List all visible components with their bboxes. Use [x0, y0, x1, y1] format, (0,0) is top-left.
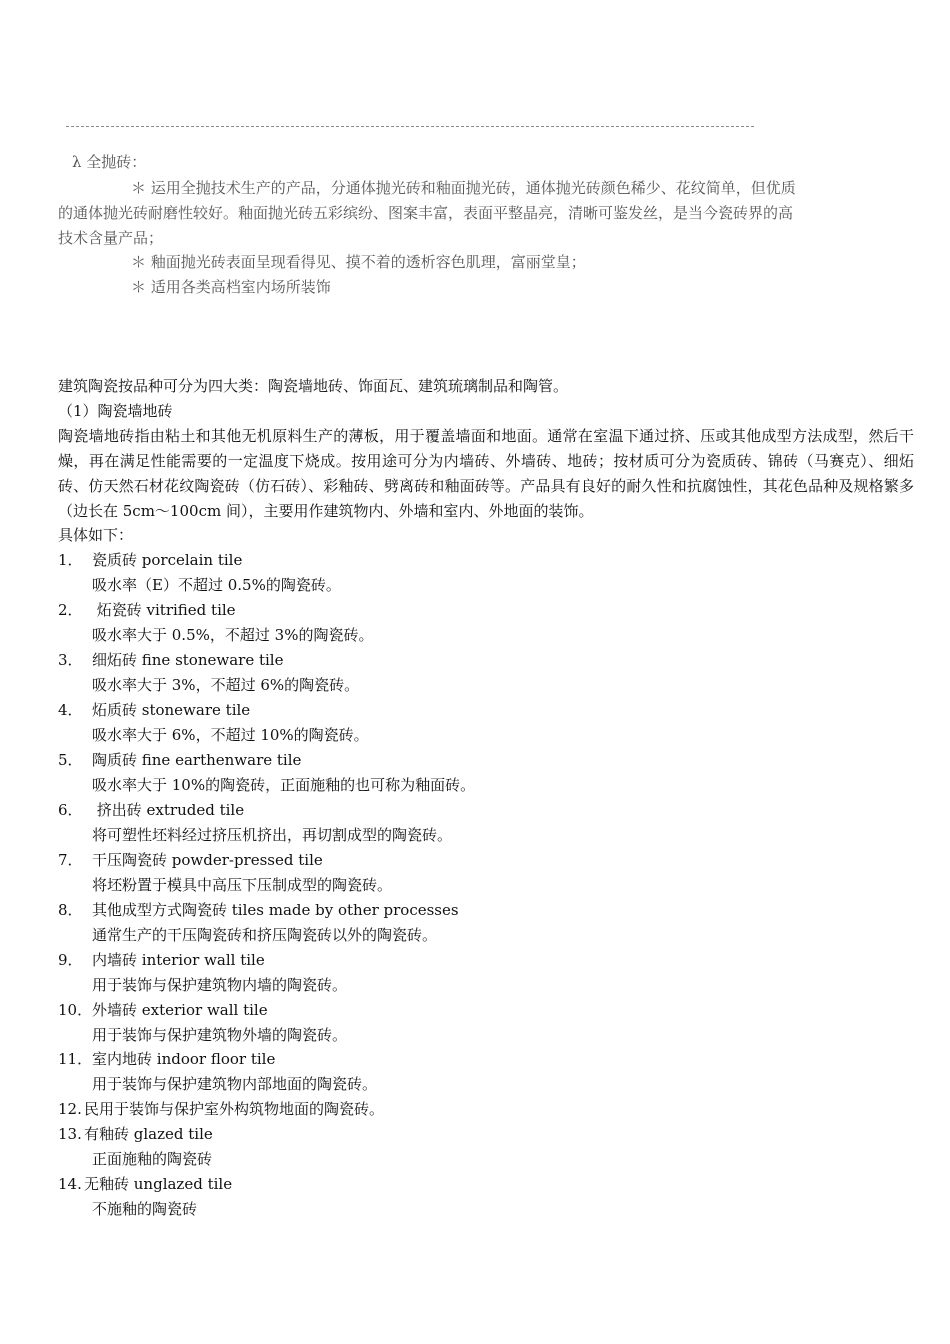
list-item-term: 陶质砖 fine earthenware tile — [92, 751, 302, 769]
list-item-title — [58, 1123, 213, 1144]
list-item-number: 13. — [58, 1125, 82, 1143]
list-item-term: 无釉砖 unglazed tile — [84, 1175, 233, 1193]
list-item-number: 14. — [58, 1175, 82, 1193]
list-item-number: 7． — [58, 851, 83, 869]
list-item-description: 将坯粉置于模具中高压下压制成型的陶瓷砖。 — [92, 876, 393, 894]
list-item-term: 瓷质砖 porcelain tile — [92, 551, 243, 569]
list-item-title — [58, 999, 268, 1020]
paragraph-first-line: ＊ 运用全抛技术生产的产品，分通体抛光砖和釉面抛光砖，通体抛光砖颜色稀少、花纹简 — [131, 179, 721, 197]
list-item-title — [58, 1173, 232, 1194]
list-item-description: 不施釉的陶瓷砖 — [92, 1200, 198, 1218]
list-item-description: 吸水率（E）不超过 0.5%的陶瓷砖。 — [92, 576, 341, 594]
list-item-number: 5． — [58, 751, 83, 769]
list-item-title — [58, 799, 244, 820]
list-item-title — [58, 549, 242, 570]
list-item-number: 4． — [58, 701, 83, 719]
list-item-title — [58, 1098, 384, 1119]
section-heading-all-polished: λ 全抛砖： — [72, 153, 147, 171]
list-item-number: 1． — [58, 551, 83, 569]
intro-line: 建筑陶瓷按品种可分为四大类：陶瓷墙地砖、饰面瓦、建筑琉璃制品和陶管。 — [58, 377, 569, 395]
list-item-number: 6． — [58, 801, 83, 819]
list-item-term: 外墙砖 exterior wall tile — [92, 1001, 268, 1019]
list-item-description: 吸水率大于 3%，不超过 6%的陶瓷砖。 — [92, 676, 360, 694]
list-item-term: 挤出砖 extruded tile — [92, 801, 245, 819]
list-item-term: 炻瓷砖 vitrified tile — [92, 601, 236, 619]
list-item-description: 正面施釉的陶瓷砖 — [92, 1150, 213, 1168]
list-item-number: 10． — [58, 1001, 93, 1019]
list-item-number: 12. — [58, 1100, 82, 1118]
list-item-term: 有釉砖 glazed tile — [84, 1125, 213, 1143]
list-item-term: 民用于装饰与保护室外构筑物地面的陶瓷砖。 — [84, 1100, 385, 1118]
list-item-description: 吸水率大于 0.5%，不超过 3%的陶瓷砖。 — [92, 626, 374, 644]
list-item-term: 室内地砖 indoor floor tile — [92, 1050, 276, 1068]
dashed-divider — [66, 126, 754, 127]
subheading: （1）陶瓷墙地砖 — [58, 402, 173, 420]
list-item-number: 11． — [58, 1050, 93, 1068]
list-item-title — [58, 849, 323, 870]
list-item-term: 细炻砖 fine stoneware tile — [92, 651, 284, 669]
list-item-term: 内墙砖 interior wall tile — [92, 951, 265, 969]
list-item-term: 其他成型方式陶瓷砖 tiles made by other processes — [92, 901, 459, 919]
list-item-title — [58, 749, 301, 770]
detail-label: 具体如下： — [58, 526, 134, 544]
bullet-glazed-polished: ＊ 釉面抛光砖表面呈现看得见、摸不着的透析容色肌理，富丽堂皇； — [131, 253, 586, 271]
body-paragraph: 陶瓷墙地砖指由粘土和其他无机原料生产的薄板，用于覆盖墙面和地面。通常在室温下通过挤、压或其他成型方法成型，然后干燥，再在满足性能需要的一定温度下烧成。按用途可分为内墙砖、外墙砖、地砖；按材质可分为瓷质砖、锦砖（马赛克）、细炻砖、仿天然石材花纹陶瓷砖（仿石砖）、彩釉砖、劈离砖和釉面砖等。产品具有良好的耐久性和抗腐蚀性，其花色品种及规格繁多（边长在 5cm～100cm 间），主要用作建筑物内、外墙和室内、外地面的装饰。 — [58, 427, 914, 520]
list-item-term: 干压陶瓷砖 powder-pressed tile — [92, 851, 323, 869]
section-paragraph-all-polished — [58, 176, 798, 251]
list-item-number: 2． — [58, 601, 83, 619]
list-item-description: 用于装饰与保护建筑物内墙的陶瓷砖。 — [92, 976, 348, 994]
list-item-title — [58, 649, 283, 670]
list-item-number: 8． — [58, 901, 83, 919]
paragraph-continuation: 单，但优质的通体抛光砖耐磨性较好。釉面抛光砖五彩缤纷、图案丰富，表面平整晶亮，清晰可鉴发丝，是当今瓷砖界的高技术含量产品； — [58, 179, 796, 247]
list-item-description: 将可塑性坯料经过挤压机挤出，再切割成型的陶瓷砖。 — [92, 826, 453, 844]
list-item-description: 用于装饰与保护建筑物内部地面的陶瓷砖。 — [92, 1075, 378, 1093]
list-item-term: 炻质砖 stoneware tile — [92, 701, 251, 719]
list-item-number: 9． — [58, 951, 83, 969]
list-item-title — [58, 899, 459, 920]
list-item-number: 3． — [58, 651, 83, 669]
list-item-description: 吸水率大于 10%的陶瓷砖，正面施釉的也可称为釉面砖。 — [92, 776, 476, 794]
bullet-high-end-use: ＊ 适用各类高档室内场所装饰 — [131, 278, 331, 296]
list-item-description: 用于装饰与保护建筑物外墙的陶瓷砖。 — [92, 1026, 348, 1044]
list-item-title — [58, 599, 236, 620]
list-item-title — [58, 949, 265, 970]
list-item-description: 通常生产的干压陶瓷砖和挤压陶瓷砖以外的陶瓷砖。 — [92, 926, 438, 944]
list-item-title — [58, 699, 250, 720]
list-item-description: 吸水率大于 6%，不超过 10%的陶瓷砖。 — [92, 726, 369, 744]
list-item-title — [58, 1048, 275, 1069]
